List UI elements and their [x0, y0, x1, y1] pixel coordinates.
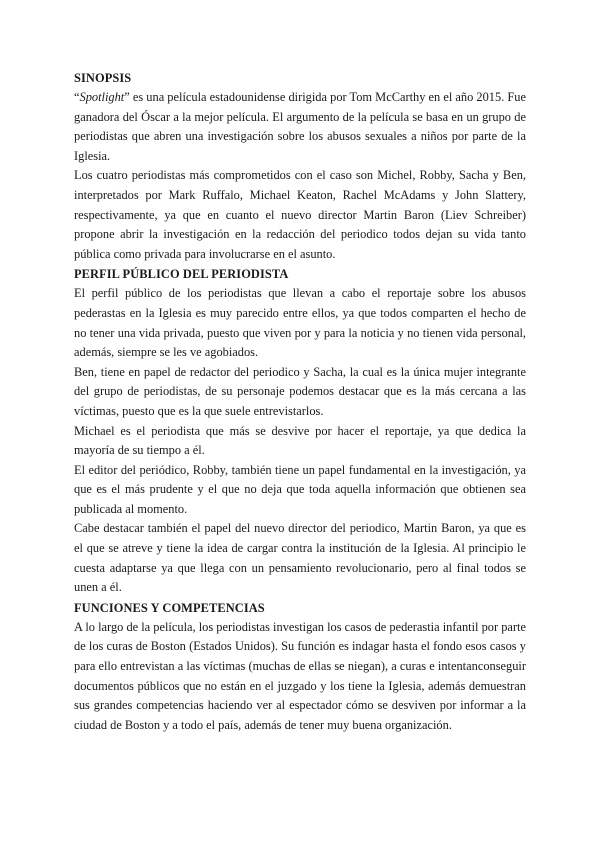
section-heading: FUNCIONES Y COMPETENCIAS: [74, 600, 265, 615]
section-heading: PERFIL PÚBLICO DEL PERIODISTA: [74, 267, 289, 282]
section-funciones: [74, 598, 526, 736]
paragraph: A lo largo de la película, los periodistas investigan los casos de pederastia infantil por parte de los curas de Boston (Estados Unidos). Su función es indagar hasta el fondo esos casos y para ello entrevistan a las víctimas (muchas de ellas se niegan), a curas e intentanconseguir documentos públicos que no están en el juzgado y los tiene la Iglesia, además demuestran sus grandes competencias haciendo ver al espectador cómo se desviven por informar a la ciudad de Boston y a todo el país, además de tener muy buena organización.: [74, 619, 526, 732]
paragraph: Michael es el periodista que más se desvive por hacer el reportaje, ya que dedica la mayoría de su tiempo a él.: [74, 423, 526, 458]
paragraph: El editor del periódico, Robby, también tiene un papel fundamental en la investigación, ya que es el más prudente y el que no deja que toda aquella información que obtienen sea publicada al momento.: [74, 462, 526, 516]
section-heading: SINOPSIS: [74, 71, 132, 85]
paragraph: Cabe destacar también el papel del nuevo director del periodico, Martin Baron, ya que es el que se atreve y tiene la idea de cargar contra la institución de la Iglesia. Al principio le cuesta adaptarse ya que llega con un pensamiento revolucionario, pero al final todos se unen a él.: [74, 521, 526, 595]
section-sinopsis: [74, 68, 526, 264]
paragraph: Los cuatro periodistas más comprometidos con el caso son Michel, Robby, Sacha y Ben, interpretados por Mark Ruffalo, Michael Keaton, Rachel McAdams y John Slattery, respectivamente, ya que en cuanto el nuevo director Martin Baron (Liev Schreiber) propone abrir la investigación en la redacción del periodico todos dejan su vida tanto pública como privada para involucrarse en el asunto.: [74, 168, 526, 261]
section-perfil-publico: [74, 264, 526, 598]
paragraph: El perfil público de los periodistas que llevan a cabo el reportaje sobre los abusos pederastas en la Iglesia es muy parecido entre ellos, ya que todos comparten el hecho de no tener una vida privada, puesto que viven por y para la noticia y no tienen vida personal, además, siempre se les ve agobiados.: [74, 286, 526, 360]
paragraph: “Spotlight” es una película estadounidense dirigida por Tom McCarthy en el año 2015. Fue ganadora del Óscar a la mejor película. El argumento de la película se basa en un grupo de periodistas que abren una investigación sobre los abusos sexuales a niños por parte de la Iglesia.: [74, 90, 526, 163]
paragraph: Ben, tiene en papel de redactor del periodico y Sacha, la cual es la única mujer integrante del grupo de periodistas, de su personaje podemos destacar que es la más cercana a las víctimas, puesto que es la que suele entrevistarlos.: [74, 364, 526, 418]
film-title: Spotlight: [79, 90, 125, 104]
paragraph-text: es una película estadounidense dirigida por Tom McCarthy en el año 2015. Fue ganadora del Óscar a la mejor película. El argumento de la película se basa en un grupo de periodistas que abren una investigación sobre los abusos sexuales a niños por parte de la Iglesia.: [74, 90, 526, 163]
